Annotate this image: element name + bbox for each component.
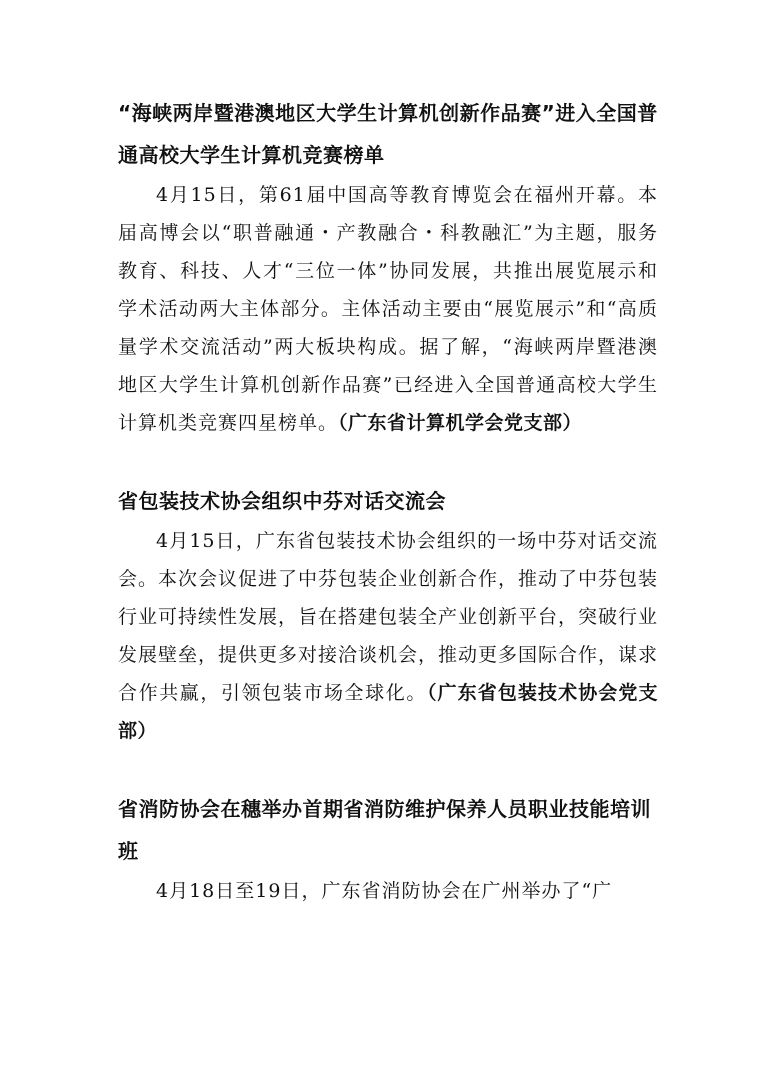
section-spacer xyxy=(118,750,658,788)
article-body-text: 4月15日，广东省包装技术协会组织的一场中芬对话交流会。本次会议促进了中芬包装企业创新合作，推动了中芬包装行业可持续性发展，旨在搭建包装全产业创新平台，突破行业发展壁垒，提供更多对接洽谈机会，推动更多国际合作，谋求合作共赢，引领包装市场全球化。 xyxy=(118,530,659,704)
section-spacer xyxy=(118,442,658,480)
article-computer-contest xyxy=(118,92,658,442)
article-source: （广东省包装技术协会党支部） xyxy=(118,682,658,742)
document-page xyxy=(118,92,658,910)
article-body-text: 4月18日至19日，广东省消防协会在广州举办了“广 xyxy=(156,880,613,902)
article-fire-training xyxy=(118,788,658,910)
article-body xyxy=(118,872,658,910)
article-body xyxy=(118,176,658,442)
article-title: “海峡两岸暨港澳地区大学生计算机创新作品赛”进入全国普通高校大学生计算机竞赛榜单 xyxy=(118,101,658,167)
article-source: （广东省计算机学会党支部） xyxy=(338,412,583,434)
article-title: 省消防协会在穗举办首期省消防维护保养人员职业技能培训班 xyxy=(118,797,651,863)
article-title: 省包装技术协会组织中芬对话交流会 xyxy=(118,489,446,513)
article-packaging-exchange xyxy=(118,480,658,750)
article-body xyxy=(118,522,658,750)
article-body-text: 4月15日，第61届中国高等教育博览会在福州开幕。本届高博会以“职普融通・产教融合・科教融汇”为主题，服务教育、科技、人才“三位一体”协同发展，共推出展览展示和学术活动两大主体部分。主体活动主要由“展览展示”和“高质量学术交流活动”两大板块构成。据了解，“海峡两岸暨港澳地区大学生计算机创新作品赛”已经进入全国普通高校大学生计算机类竞赛四星榜单。 xyxy=(118,184,658,434)
